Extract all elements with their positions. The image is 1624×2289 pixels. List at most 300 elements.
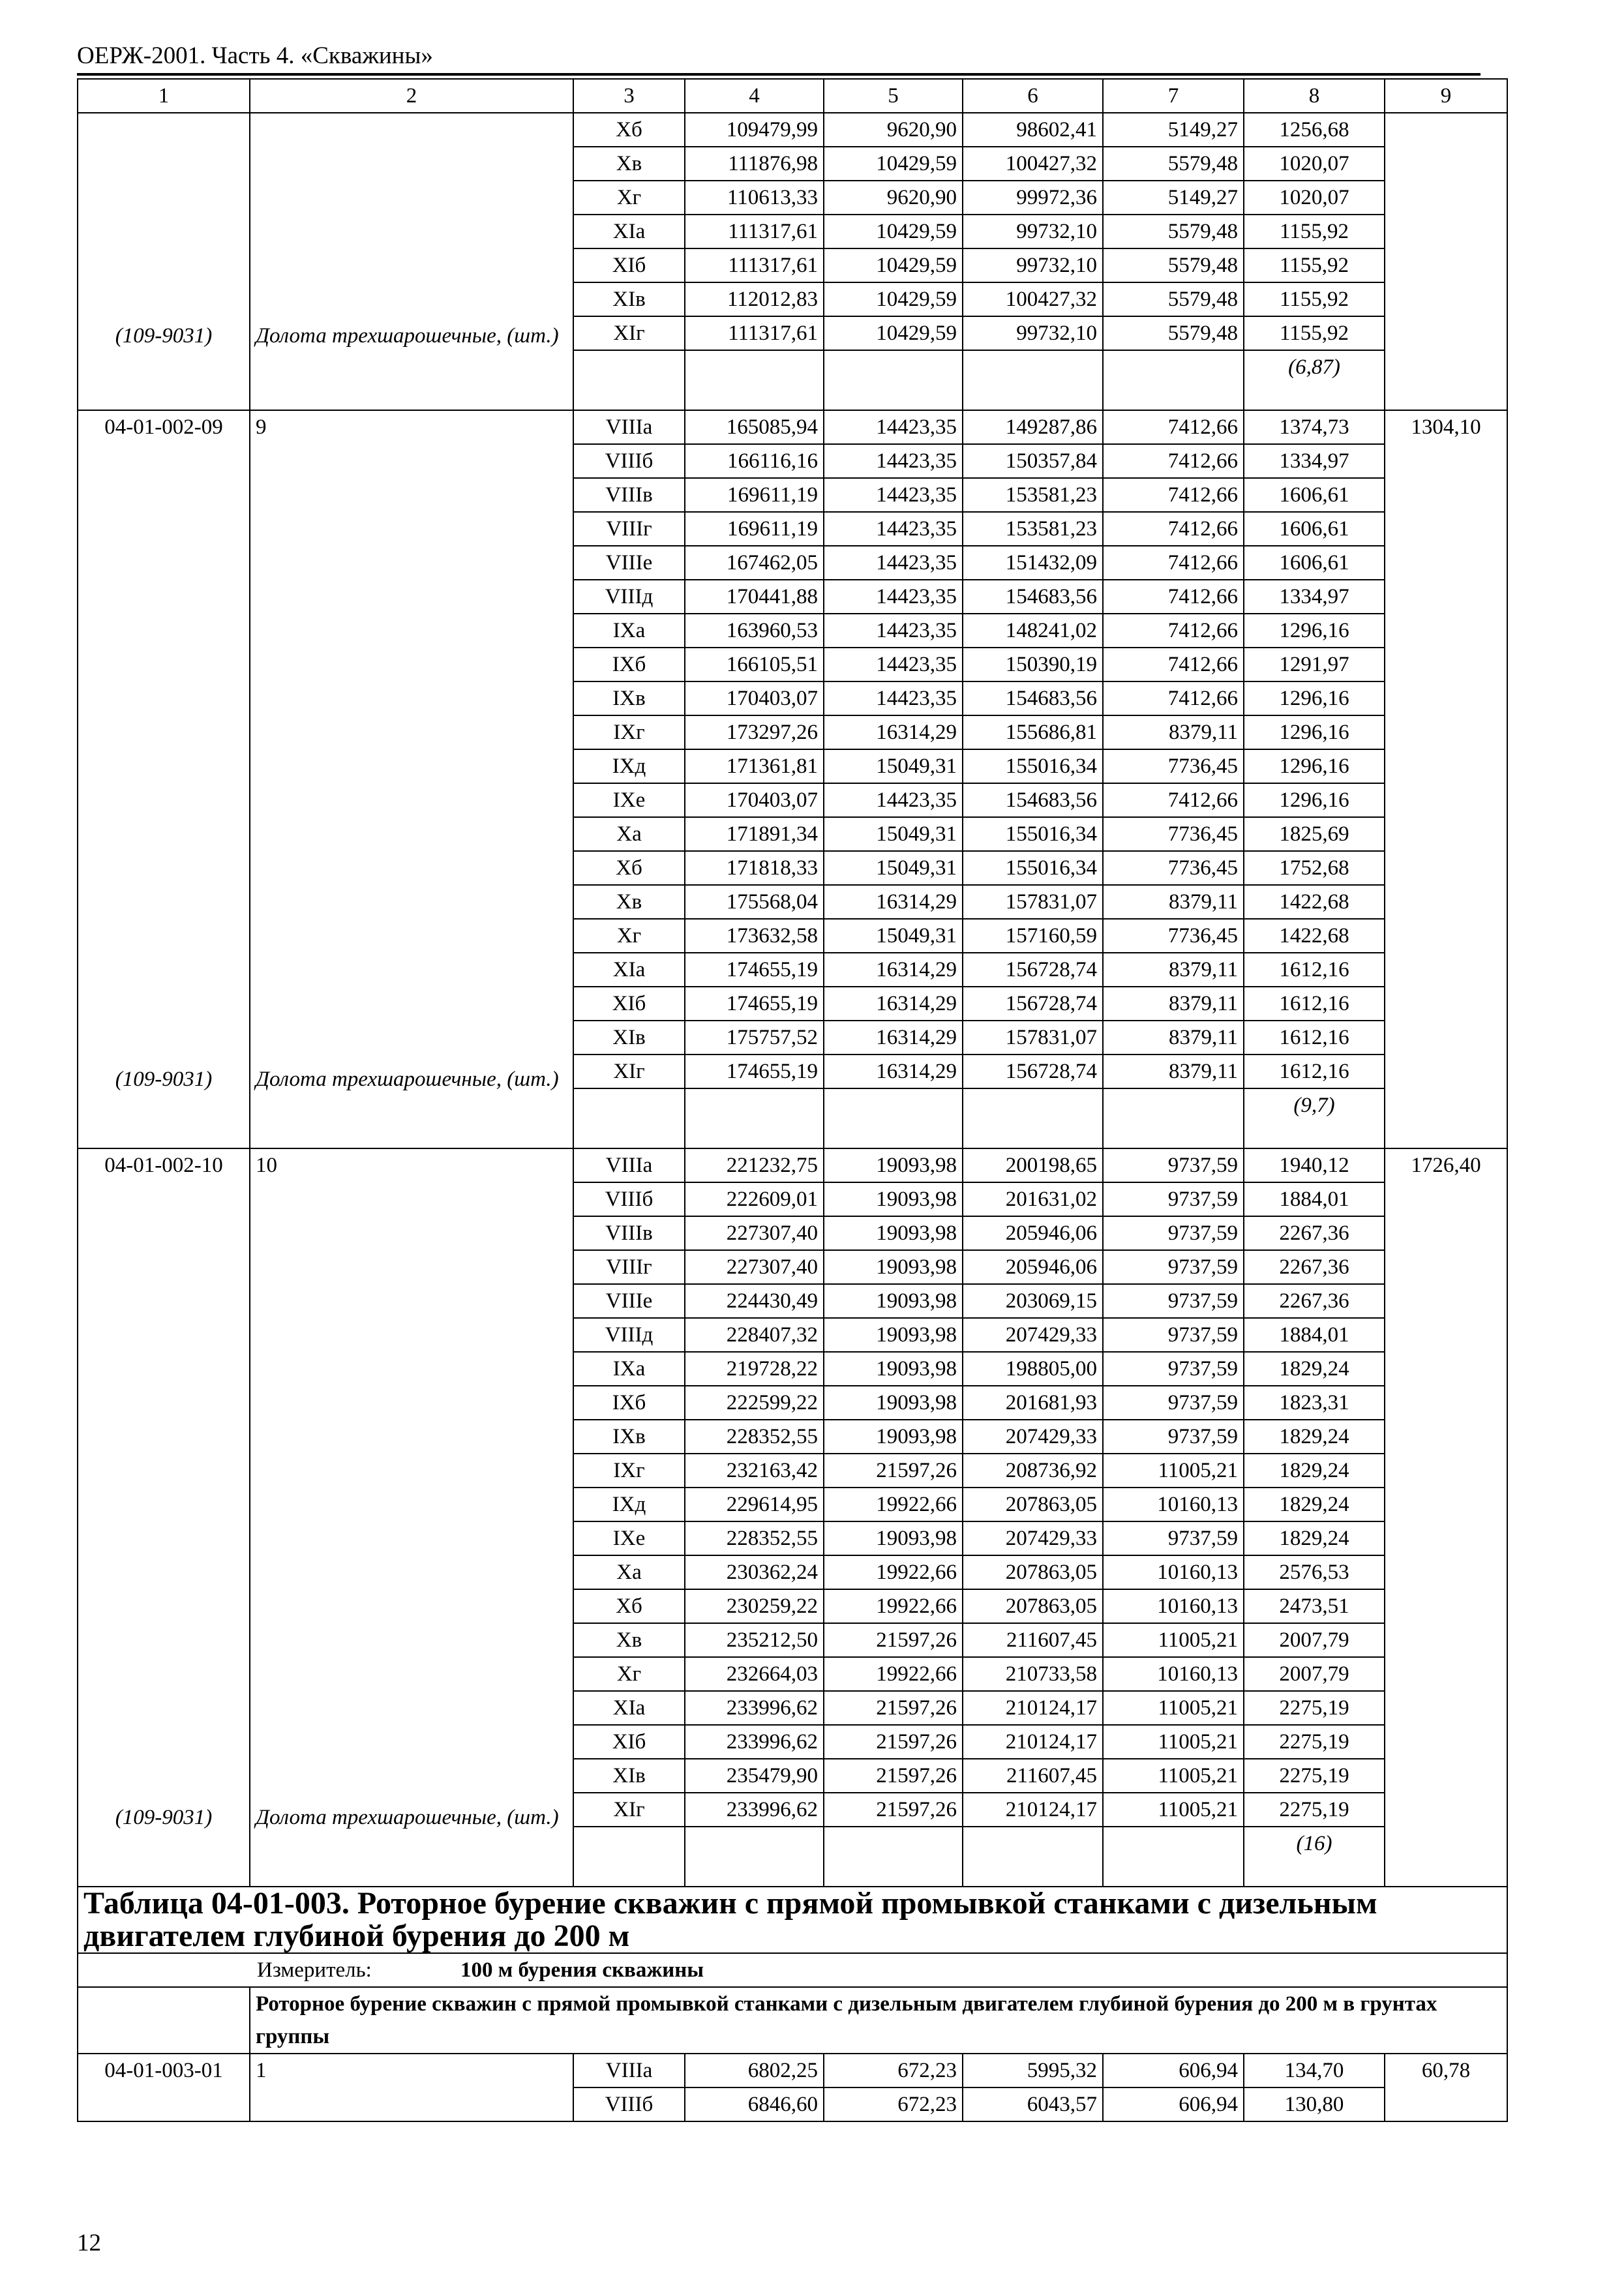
soil-group: VIIIа [573, 2054, 685, 2087]
material-qty: (6,87) [1244, 350, 1385, 410]
materials-cost: 1606,61 [1244, 478, 1385, 512]
total-col9 [1385, 113, 1507, 410]
empty-cell [573, 350, 685, 410]
column-number: 9 [1385, 79, 1507, 113]
wages: 19093,98 [824, 1250, 963, 1284]
driver-wages: 10160,13 [1103, 1555, 1244, 1589]
total-cost: 175757,52 [685, 1021, 824, 1055]
machine-cost: 156728,74 [963, 987, 1103, 1021]
machine-cost: 198805,00 [963, 1352, 1103, 1386]
materials-cost: 2275,19 [1244, 1725, 1385, 1759]
machine-cost: 207863,05 [963, 1589, 1103, 1623]
empty-cell [685, 1088, 824, 1148]
total-cost: 109479,99 [685, 113, 824, 147]
machine-cost: 149287,86 [963, 410, 1103, 444]
driver-wages: 5149,27 [1103, 181, 1244, 215]
column-number: 1 [78, 79, 250, 113]
wages: 19093,98 [824, 1182, 963, 1216]
soil-group: XIб [573, 1725, 685, 1759]
soil-group: Хв [573, 885, 685, 919]
wages: 21597,26 [824, 1691, 963, 1725]
rate-name-cell [250, 113, 573, 410]
total-cost: 233996,62 [685, 1691, 824, 1725]
total-cost: 163960,53 [685, 614, 824, 648]
table-row [78, 1148, 1507, 1182]
materials-cost: 2267,36 [1244, 1284, 1385, 1318]
material-code: (109-9031) [115, 1806, 213, 1829]
materials-cost: 2267,36 [1244, 1250, 1385, 1284]
machine-cost: 98602,41 [963, 113, 1103, 147]
total-cost: 222599,22 [685, 1386, 824, 1420]
materials-cost: 1256,68 [1244, 113, 1385, 147]
soil-group: VIIIб [573, 1182, 685, 1216]
rate-name-cell [250, 1148, 573, 1887]
column-number-row [78, 79, 1507, 113]
empty-cell [1103, 1088, 1244, 1148]
wages: 10429,59 [824, 215, 963, 248]
total-cost: 235212,50 [685, 1623, 824, 1657]
wages: 14423,35 [824, 512, 963, 546]
total-cost: 171891,34 [685, 817, 824, 851]
driver-wages: 10160,13 [1103, 1488, 1244, 1521]
materials-cost: 1422,68 [1244, 885, 1385, 919]
machine-cost: 153581,23 [963, 512, 1103, 546]
driver-wages: 9737,59 [1103, 1386, 1244, 1420]
driver-wages: 11005,21 [1103, 1691, 1244, 1725]
total-cost: 169611,19 [685, 478, 824, 512]
soil-group: Хб [573, 113, 685, 147]
empty-cell [963, 1088, 1103, 1148]
soil-group: IXг [573, 715, 685, 749]
column-number: 8 [1244, 79, 1385, 113]
column-number: 2 [250, 79, 573, 113]
driver-wages: 7412,66 [1103, 648, 1244, 681]
driver-wages: 7736,45 [1103, 817, 1244, 851]
empty-cell [1103, 350, 1244, 410]
total-cost: 6802,25 [685, 2054, 824, 2087]
soil-group: IXб [573, 648, 685, 681]
total-col9: 1304,10 [1385, 410, 1507, 1148]
driver-wages: 11005,21 [1103, 1793, 1244, 1827]
total-cost: 233996,62 [685, 1793, 824, 1827]
material-name: Долота трехшарошечные, (шт.) [256, 1806, 559, 1829]
materials-cost: 1884,01 [1244, 1318, 1385, 1352]
wages: 10429,59 [824, 316, 963, 350]
total-cost: 165085,94 [685, 410, 824, 444]
empty-cell [78, 1987, 250, 2054]
driver-wages: 606,94 [1103, 2054, 1244, 2087]
total-cost: 170403,07 [685, 783, 824, 817]
total-cost: 174655,19 [685, 953, 824, 987]
materials-cost: 1829,24 [1244, 1352, 1385, 1386]
soil-group: IXд [573, 749, 685, 783]
driver-wages: 7412,66 [1103, 410, 1244, 444]
machine-cost: 207429,33 [963, 1420, 1103, 1454]
wages: 16314,29 [824, 715, 963, 749]
driver-wages: 8379,11 [1103, 953, 1244, 987]
machine-cost: 150390,19 [963, 648, 1103, 681]
machine-cost: 6043,57 [963, 2087, 1103, 2121]
total-cost: 112012,83 [685, 282, 824, 316]
wages: 14423,35 [824, 681, 963, 715]
wages: 15049,31 [824, 919, 963, 953]
total-cost: 173297,26 [685, 715, 824, 749]
section-title: Таблица 04-01-003. Роторное бурение скважин с прямой промывкой станками с дизельным двигателем глубиной бурения до 200 м [78, 1887, 1507, 1953]
materials-cost: 1020,07 [1244, 181, 1385, 215]
rate-code-cell [78, 113, 250, 410]
meter-row [78, 1953, 1507, 1987]
soil-group: VIIIв [573, 1216, 685, 1250]
materials-cost: 1020,07 [1244, 147, 1385, 181]
machine-cost: 148241,02 [963, 614, 1103, 648]
total-cost: 228352,55 [685, 1420, 824, 1454]
driver-wages: 9737,59 [1103, 1216, 1244, 1250]
material-code: (109-9031) [115, 1068, 213, 1091]
empty-cell [963, 350, 1103, 410]
machine-cost: 211607,45 [963, 1759, 1103, 1793]
material-qty: (16) [1244, 1827, 1385, 1887]
wages: 15049,31 [824, 817, 963, 851]
driver-wages: 10160,13 [1103, 1657, 1244, 1691]
materials-cost: 1422,68 [1244, 919, 1385, 953]
total-col9: 1726,40 [1385, 1148, 1507, 1887]
wages: 16314,29 [824, 987, 963, 1021]
materials-cost: 1155,92 [1244, 215, 1385, 248]
soil-group: IXд [573, 1488, 685, 1521]
machine-cost: 208736,92 [963, 1454, 1103, 1488]
materials-cost: 1334,97 [1244, 580, 1385, 614]
materials-cost: 1155,92 [1244, 316, 1385, 350]
column-number: 7 [1103, 79, 1244, 113]
wages: 21597,26 [824, 1793, 963, 1827]
materials-cost: 2275,19 [1244, 1691, 1385, 1725]
soil-group: VIIIа [573, 410, 685, 444]
rate-code: 04-01-002-10 [104, 1154, 223, 1177]
material-name: Долота трехшарошечные, (шт.) [256, 1068, 559, 1091]
total-cost: 232664,03 [685, 1657, 824, 1691]
machine-cost: 210124,17 [963, 1793, 1103, 1827]
driver-wages: 8379,11 [1103, 885, 1244, 919]
driver-wages: 7736,45 [1103, 851, 1244, 885]
total-cost: 235479,90 [685, 1759, 824, 1793]
soil-group: XIб [573, 248, 685, 282]
driver-wages: 7412,66 [1103, 444, 1244, 478]
total-cost: 232163,42 [685, 1454, 824, 1488]
total-cost: 222609,01 [685, 1182, 824, 1216]
driver-wages: 9737,59 [1103, 1352, 1244, 1386]
materials-cost: 1155,92 [1244, 282, 1385, 316]
section-subtitle: Роторное бурение скважин с прямой промывкой станками с дизельным двигателем глубиной бурения до 200 м в грунтах группы [250, 1987, 1507, 2054]
driver-wages: 9737,59 [1103, 1318, 1244, 1352]
materials-cost: 2007,79 [1244, 1657, 1385, 1691]
column-number: 3 [573, 79, 685, 113]
driver-wages: 7412,66 [1103, 580, 1244, 614]
soil-group: Хб [573, 1589, 685, 1623]
soil-group: XIг [573, 1055, 685, 1088]
soil-group: IXе [573, 1521, 685, 1555]
empty-cell [685, 1827, 824, 1887]
driver-wages: 7412,66 [1103, 546, 1244, 580]
wages: 9620,90 [824, 181, 963, 215]
soil-group: Хб [573, 851, 685, 885]
wages: 10429,59 [824, 147, 963, 181]
wages: 19093,98 [824, 1148, 963, 1182]
total-cost: 111317,61 [685, 316, 824, 350]
soil-group: VIIIб [573, 444, 685, 478]
meter-value: 100 м бурения скважины [460, 1958, 704, 1982]
meter-label: Измеритель: [257, 1958, 372, 1982]
machine-cost: 155686,81 [963, 715, 1103, 749]
soil-group: VIIIе [573, 546, 685, 580]
material-name: Долота трехшарошечные, (шт.) [256, 324, 559, 348]
machine-cost: 201631,02 [963, 1182, 1103, 1216]
materials-cost: 1612,16 [1244, 1055, 1385, 1088]
total-cost: 227307,40 [685, 1250, 824, 1284]
driver-wages: 7412,66 [1103, 512, 1244, 546]
driver-wages: 9737,59 [1103, 1420, 1244, 1454]
driver-wages: 9737,59 [1103, 1148, 1244, 1182]
machine-cost: 5995,32 [963, 2054, 1103, 2087]
wages: 10429,59 [824, 282, 963, 316]
machine-cost: 157160,59 [963, 919, 1103, 953]
total-cost: 230362,24 [685, 1555, 824, 1589]
materials-cost: 1296,16 [1244, 614, 1385, 648]
total-cost: 229614,95 [685, 1488, 824, 1521]
materials-cost: 1296,16 [1244, 783, 1385, 817]
machine-cost: 205946,06 [963, 1216, 1103, 1250]
wages: 21597,26 [824, 1623, 963, 1657]
machine-cost: 99732,10 [963, 316, 1103, 350]
driver-wages: 7412,66 [1103, 478, 1244, 512]
wages: 14423,35 [824, 614, 963, 648]
rate-code-cell [78, 1148, 250, 1887]
materials-cost: 1155,92 [1244, 248, 1385, 282]
machine-cost: 155016,34 [963, 749, 1103, 783]
wages: 19093,98 [824, 1420, 963, 1454]
wages: 19922,66 [824, 1488, 963, 1521]
wages: 16314,29 [824, 885, 963, 919]
driver-wages: 5579,48 [1103, 248, 1244, 282]
wages: 19093,98 [824, 1352, 963, 1386]
soil-group: IXа [573, 1352, 685, 1386]
materials-cost: 2473,51 [1244, 1589, 1385, 1623]
material-code: (109-9031) [115, 324, 213, 348]
materials-cost: 2275,19 [1244, 1759, 1385, 1793]
wages: 15049,31 [824, 749, 963, 783]
driver-wages: 5149,27 [1103, 113, 1244, 147]
soil-group: VIIIд [573, 580, 685, 614]
machine-cost: 100427,32 [963, 282, 1103, 316]
wages: 14423,35 [824, 444, 963, 478]
total-cost: 175568,04 [685, 885, 824, 919]
machine-cost: 207863,05 [963, 1555, 1103, 1589]
soil-group: VIIIд [573, 1318, 685, 1352]
column-number: 5 [824, 79, 963, 113]
soil-group: IXе [573, 783, 685, 817]
machine-cost: 99972,36 [963, 181, 1103, 215]
wages: 14423,35 [824, 410, 963, 444]
total-cost: 167462,05 [685, 546, 824, 580]
empty-cell [824, 1827, 963, 1887]
table-row [78, 2054, 1507, 2087]
materials-cost: 1825,69 [1244, 817, 1385, 851]
driver-wages: 9737,59 [1103, 1284, 1244, 1318]
driver-wages: 5579,48 [1103, 316, 1244, 350]
wages: 19093,98 [824, 1521, 963, 1555]
wages: 19922,66 [824, 1589, 963, 1623]
total-cost: 230259,22 [685, 1589, 824, 1623]
total-cost: 170403,07 [685, 681, 824, 715]
total-cost: 233996,62 [685, 1725, 824, 1759]
materials-cost: 1940,12 [1244, 1148, 1385, 1182]
driver-wages: 8379,11 [1103, 987, 1244, 1021]
total-cost: 174655,19 [685, 1055, 824, 1088]
wages: 14423,35 [824, 580, 963, 614]
machine-cost: 155016,34 [963, 817, 1103, 851]
materials-cost: 2576,53 [1244, 1555, 1385, 1589]
materials-cost: 1752,68 [1244, 851, 1385, 885]
machine-cost: 155016,34 [963, 851, 1103, 885]
empty-cell [963, 1827, 1103, 1887]
soil-group: IXв [573, 681, 685, 715]
machine-cost: 153581,23 [963, 478, 1103, 512]
rate-code: 04-01-002-09 [104, 415, 223, 439]
column-number: 6 [963, 79, 1103, 113]
machine-cost: 99732,10 [963, 248, 1103, 282]
materials-cost: 1829,24 [1244, 1454, 1385, 1488]
wages: 14423,35 [824, 478, 963, 512]
total-cost: 111317,61 [685, 248, 824, 282]
soil-group: XIа [573, 953, 685, 987]
driver-wages: 8379,11 [1103, 1021, 1244, 1055]
total-cost: 224430,49 [685, 1284, 824, 1318]
soil-group: VIIIг [573, 512, 685, 546]
empty-cell [573, 1088, 685, 1148]
wages: 16314,29 [824, 1055, 963, 1088]
materials-cost: 1606,61 [1244, 546, 1385, 580]
driver-wages: 7412,66 [1103, 681, 1244, 715]
soil-group: Хг [573, 919, 685, 953]
wages: 21597,26 [824, 1759, 963, 1793]
machine-cost: 156728,74 [963, 953, 1103, 987]
machine-cost: 210124,17 [963, 1725, 1103, 1759]
machine-cost: 154683,56 [963, 783, 1103, 817]
total-cost: 174655,19 [685, 987, 824, 1021]
soil-group: XIв [573, 282, 685, 316]
materials-cost: 1296,16 [1244, 749, 1385, 783]
driver-wages: 9737,59 [1103, 1182, 1244, 1216]
materials-cost: 1829,24 [1244, 1420, 1385, 1454]
total-cost: 166116,16 [685, 444, 824, 478]
wages: 19093,98 [824, 1386, 963, 1420]
empty-cell [573, 1827, 685, 1887]
soil-group: Ха [573, 817, 685, 851]
machine-cost: 207429,33 [963, 1318, 1103, 1352]
wages: 14423,35 [824, 546, 963, 580]
total-cost: 170441,88 [685, 580, 824, 614]
rate-name: 10 [256, 1154, 277, 1177]
materials-cost: 1612,16 [1244, 1021, 1385, 1055]
materials-cost: 1606,61 [1244, 512, 1385, 546]
materials-cost: 130,80 [1244, 2087, 1385, 2121]
driver-wages: 7412,66 [1103, 783, 1244, 817]
machine-cost: 157831,07 [963, 885, 1103, 919]
materials-cost: 1823,31 [1244, 1386, 1385, 1420]
wages: 672,23 [824, 2087, 963, 2121]
total-cost: 219728,22 [685, 1352, 824, 1386]
total-col9: 60,78 [1385, 2054, 1507, 2121]
materials-cost: 1829,24 [1244, 1521, 1385, 1555]
wages: 15049,31 [824, 851, 963, 885]
soil-group: IXв [573, 1420, 685, 1454]
page-header: ОЕРЖ-2001. Часть 4. «Скважины» [77, 42, 433, 69]
soil-group: XIа [573, 1691, 685, 1725]
driver-wages: 9737,59 [1103, 1250, 1244, 1284]
empty-cell [1103, 1827, 1244, 1887]
soil-group: Хг [573, 1657, 685, 1691]
materials-cost: 2267,36 [1244, 1216, 1385, 1250]
driver-wages: 5579,48 [1103, 282, 1244, 316]
machine-cost: 207429,33 [963, 1521, 1103, 1555]
total-cost: 171361,81 [685, 749, 824, 783]
machine-cost: 157831,07 [963, 1021, 1103, 1055]
wages: 19093,98 [824, 1284, 963, 1318]
wages: 21597,26 [824, 1454, 963, 1488]
header-rule [77, 73, 1481, 76]
soil-group: Ха [573, 1555, 685, 1589]
wages: 16314,29 [824, 953, 963, 987]
soil-group: XIб [573, 987, 685, 1021]
table-row [78, 410, 1507, 444]
materials-cost: 134,70 [1244, 2054, 1385, 2087]
machine-cost: 203069,15 [963, 1284, 1103, 1318]
total-cost: 171818,33 [685, 851, 824, 885]
driver-wages: 11005,21 [1103, 1454, 1244, 1488]
total-cost: 228407,32 [685, 1318, 824, 1352]
driver-wages: 5579,48 [1103, 147, 1244, 181]
materials-cost: 2007,79 [1244, 1623, 1385, 1657]
column-number: 4 [685, 79, 824, 113]
machine-cost: 99732,10 [963, 215, 1103, 248]
soil-group: VIIIе [573, 1284, 685, 1318]
wages: 19093,98 [824, 1318, 963, 1352]
soil-group: Хв [573, 1623, 685, 1657]
materials-cost: 1296,16 [1244, 715, 1385, 749]
soil-group: Хг [573, 181, 685, 215]
machine-cost: 201681,93 [963, 1386, 1103, 1420]
soil-group: XIг [573, 1793, 685, 1827]
total-cost: 169611,19 [685, 512, 824, 546]
soil-group: VIIIв [573, 478, 685, 512]
machine-cost: 100427,32 [963, 147, 1103, 181]
driver-wages: 11005,21 [1103, 1725, 1244, 1759]
machine-cost: 205946,06 [963, 1250, 1103, 1284]
total-cost: 6846,60 [685, 2087, 824, 2121]
rate-name: 9 [256, 415, 267, 439]
table-row [78, 113, 1507, 147]
rate-code: 04-01-003-01 [78, 2054, 250, 2121]
rate-name-cell [250, 410, 573, 1148]
total-cost: 111317,61 [685, 215, 824, 248]
driver-wages: 10160,13 [1103, 1589, 1244, 1623]
machine-cost: 154683,56 [963, 580, 1103, 614]
driver-wages: 11005,21 [1103, 1759, 1244, 1793]
soil-group: XIа [573, 215, 685, 248]
material-qty: (9,7) [1244, 1088, 1385, 1148]
materials-cost: 1829,24 [1244, 1488, 1385, 1521]
wages: 9620,90 [824, 113, 963, 147]
soil-group: IXа [573, 614, 685, 648]
